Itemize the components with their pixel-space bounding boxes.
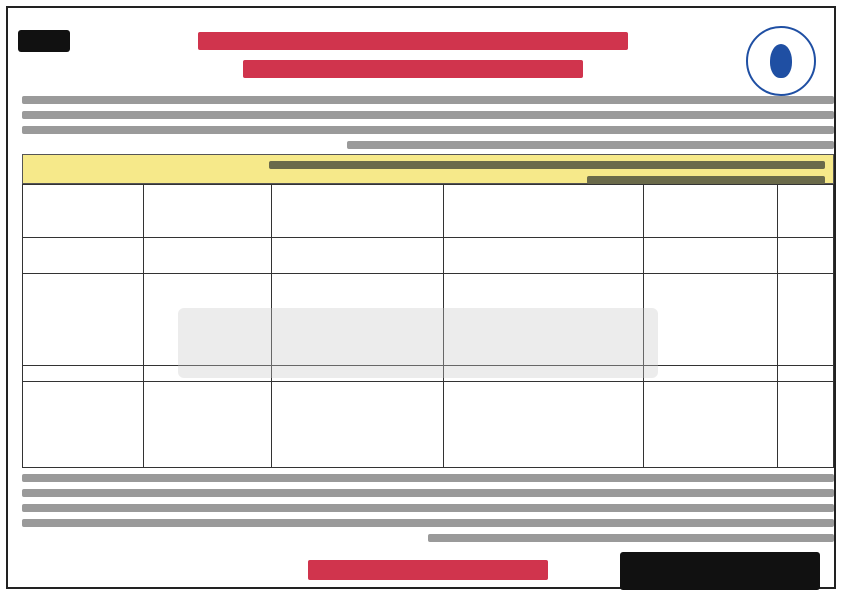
notes-section <box>22 474 834 546</box>
watermark <box>178 308 658 378</box>
company-logo-icon <box>746 26 816 96</box>
organizer-info-box <box>22 154 834 184</box>
footer-title <box>308 560 548 580</box>
title-line <box>198 32 628 50</box>
notice-frame <box>6 6 836 589</box>
title-block <box>178 22 648 88</box>
subject-line <box>243 60 583 78</box>
notice-id-box <box>620 552 820 590</box>
intro-paragraph <box>22 96 834 148</box>
notice-badge <box>18 30 70 52</box>
